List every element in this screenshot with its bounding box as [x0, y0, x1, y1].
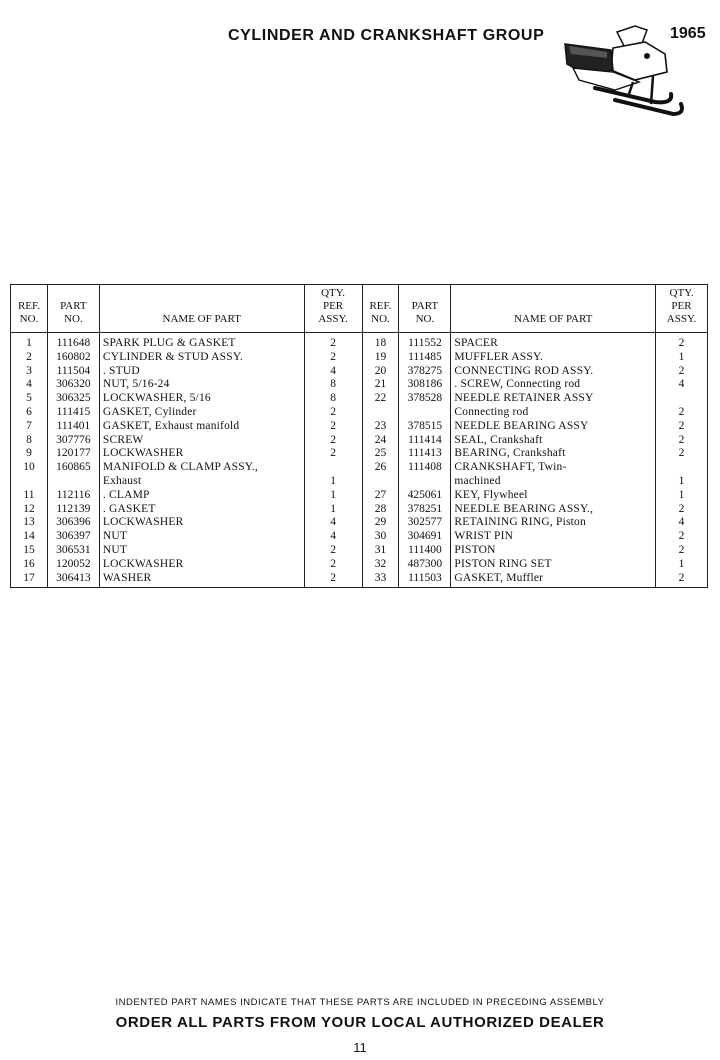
part-no-cell: 304691: [399, 530, 451, 544]
table-row: [11, 351, 708, 365]
part-name-cell: SPACER: [451, 337, 656, 351]
part-no-cell: 306320: [47, 378, 99, 392]
part-name-cell: LOCKWASHER: [99, 558, 304, 572]
qty-header: QTY. PER ASSY.: [656, 285, 708, 333]
ref-no-cell: 15: [11, 544, 48, 558]
part-name-cell: GASKET, Exhaust manifold: [99, 420, 304, 434]
qty-per-assy-cell: 1: [304, 503, 362, 517]
part-name-cell: NUT: [99, 544, 304, 558]
table-row: [11, 365, 708, 379]
ref-no-cell: 32: [362, 558, 399, 572]
table-row: [11, 558, 708, 572]
part-name-cell: MANIFOLD & CLAMP ASSY.,: [99, 461, 304, 475]
part-no-cell: 487300: [399, 558, 451, 572]
qty-per-assy-cell: 1: [656, 475, 708, 489]
ref-no-cell: 30: [362, 530, 399, 544]
indented-parts-note: INDENTED PART NAMES INDICATE THAT THESE PARTS ARE INCLUDED IN PRECEDING ASSEMBLY: [115, 997, 605, 1008]
part-no-cell: 111503: [399, 572, 451, 588]
part-name-cell: SEAL, Crankshaft: [451, 434, 656, 448]
part-no-cell: 111552: [399, 337, 451, 351]
part-name-cell: MUFFLER ASSY.: [451, 351, 656, 365]
part-name-cell: SPARK PLUG & GASKET: [99, 337, 304, 351]
part-no-cell: 306413: [47, 572, 99, 588]
table-row: [11, 461, 708, 475]
qty-per-assy-cell: 2: [304, 337, 362, 351]
qty-per-assy-cell: 1: [304, 489, 362, 503]
part-no-cell: 306397: [47, 530, 99, 544]
part-name-cell: BEARING, Crankshaft: [451, 447, 656, 461]
part-no-cell: 378275: [399, 365, 451, 379]
part-no-cell: 302577: [399, 516, 451, 530]
part-name-cell: NEEDLE BEARING ASSY: [451, 420, 656, 434]
table-row: [11, 489, 708, 503]
qty-per-assy-cell: 8: [304, 392, 362, 406]
ref-no-cell: 24: [362, 434, 399, 448]
part-name-cell: NEEDLE BEARING ASSY.,: [451, 503, 656, 517]
qty-per-assy-cell: 4: [304, 365, 362, 379]
part-name-cell: Exhaust: [99, 475, 304, 489]
table-row: [11, 530, 708, 544]
part-no-cell: 378251: [399, 503, 451, 517]
ref-no-cell: [11, 475, 48, 489]
ref-no-cell: 23: [362, 420, 399, 434]
ref-no-cell: 7: [11, 420, 48, 434]
part-no-cell: 111415: [47, 406, 99, 420]
part-name-cell: . SCREW, Connecting rod: [451, 378, 656, 392]
part-no-cell: 111413: [399, 447, 451, 461]
part-no-header: PART NO.: [47, 285, 99, 333]
qty-per-assy-cell: 8: [304, 378, 362, 392]
qty-per-assy-cell: 4: [304, 530, 362, 544]
part-name-cell: CYLINDER & STUD ASSY.: [99, 351, 304, 365]
qty-per-assy-cell: [304, 461, 362, 475]
ref-no-cell: 4: [11, 378, 48, 392]
ref-no-cell: 5: [11, 392, 48, 406]
page-title: CYLINDER AND CRANKSHAFT GROUP: [228, 27, 545, 44]
part-name-cell: CRANKSHAFT, Twin-: [451, 461, 656, 475]
part-name-cell: LOCKWASHER, 5/16: [99, 392, 304, 406]
part-name-cell: PISTON: [451, 544, 656, 558]
ref-no-cell: 27: [362, 489, 399, 503]
part-name-cell: . CLAMP: [99, 489, 304, 503]
part-no-cell: 307776: [47, 434, 99, 448]
ref-no-cell: [362, 475, 399, 489]
part-name-cell: GASKET, Muffler: [451, 572, 656, 588]
ref-no-cell: 17: [11, 572, 48, 588]
ref-no-header: REF. NO.: [362, 285, 399, 333]
ref-no-cell: 3: [11, 365, 48, 379]
qty-per-assy-cell: 2: [656, 447, 708, 461]
part-no-cell: 111400: [399, 544, 451, 558]
qty-per-assy-cell: 2: [656, 365, 708, 379]
qty-per-assy-cell: 4: [656, 516, 708, 530]
qty-per-assy-cell: 1: [656, 489, 708, 503]
part-no-cell: 306531: [47, 544, 99, 558]
table-row: [11, 392, 708, 406]
part-name-cell: LOCKWASHER: [99, 447, 304, 461]
ref-no-cell: 21: [362, 378, 399, 392]
part-name-cell: PISTON RING SET: [451, 558, 656, 572]
qty-per-assy-cell: 1: [304, 475, 362, 489]
ref-no-cell: 11: [11, 489, 48, 503]
ref-no-cell: 26: [362, 461, 399, 475]
ref-no-cell: 1: [11, 337, 48, 351]
part-no-cell: 306325: [47, 392, 99, 406]
part-name-cell: SCREW: [99, 434, 304, 448]
ref-no-cell: 31: [362, 544, 399, 558]
ref-no-cell: 2: [11, 351, 48, 365]
part-no-cell: [399, 406, 451, 420]
qty-per-assy-cell: 2: [304, 406, 362, 420]
qty-per-assy-cell: 2: [304, 447, 362, 461]
part-no-cell: 120177: [47, 447, 99, 461]
part-no-cell: 120052: [47, 558, 99, 572]
table-row: [11, 516, 708, 530]
part-no-cell: 160802: [47, 351, 99, 365]
table-row: [11, 420, 708, 434]
part-name-cell: NUT, 5/16-24: [99, 378, 304, 392]
qty-per-assy-cell: 2: [656, 420, 708, 434]
part-name-cell: CONNECTING ROD ASSY.: [451, 365, 656, 379]
part-name-cell: KEY, Flywheel: [451, 489, 656, 503]
ref-no-cell: 19: [362, 351, 399, 365]
table-row: [11, 447, 708, 461]
part-no-cell: 111408: [399, 461, 451, 475]
page-header: [0, 22, 720, 62]
ref-no-cell: 18: [362, 337, 399, 351]
table-row: [11, 503, 708, 517]
qty-per-assy-cell: 2: [656, 544, 708, 558]
table-row: [11, 406, 708, 420]
table-row: [11, 475, 708, 489]
qty-per-assy-cell: 1: [656, 558, 708, 572]
page-number: 11: [353, 1040, 367, 1055]
qty-per-assy-cell: 4: [656, 378, 708, 392]
ref-no-cell: 29: [362, 516, 399, 530]
snowmobile-icon: [555, 24, 685, 116]
ref-no-cell: 33: [362, 572, 399, 588]
model-year: 1965: [670, 25, 706, 42]
part-no-cell: 112116: [47, 489, 99, 503]
part-name-header: NAME OF PART: [99, 285, 304, 333]
table-row: [11, 337, 708, 351]
ref-no-cell: 6: [11, 406, 48, 420]
part-no-cell: [399, 475, 451, 489]
qty-per-assy-cell: 2: [304, 351, 362, 365]
qty-per-assy-cell: 2: [656, 503, 708, 517]
qty-per-assy-cell: 2: [304, 544, 362, 558]
part-name-cell: . STUD: [99, 365, 304, 379]
qty-per-assy-cell: 2: [304, 434, 362, 448]
qty-per-assy-cell: 2: [304, 572, 362, 588]
part-no-cell: 111485: [399, 351, 451, 365]
ref-no-cell: 22: [362, 392, 399, 406]
qty-per-assy-cell: [656, 461, 708, 475]
part-name-cell: LOCKWASHER: [99, 516, 304, 530]
part-name-header: NAME OF PART: [451, 285, 656, 333]
part-name-cell: RETAINING RING, Piston: [451, 516, 656, 530]
qty-per-assy-cell: 2: [656, 337, 708, 351]
part-no-cell: 378528: [399, 392, 451, 406]
part-name-cell: . GASKET: [99, 503, 304, 517]
table-row: [11, 434, 708, 448]
part-name-cell: NEEDLE RETAINER ASSY: [451, 392, 656, 406]
part-name-cell: machined: [451, 475, 656, 489]
part-no-cell: 111414: [399, 434, 451, 448]
dealer-notice: ORDER ALL PARTS FROM YOUR LOCAL AUTHORIZED DEALER: [115, 1014, 605, 1031]
qty-per-assy-cell: 2: [656, 406, 708, 420]
qty-header: QTY. PER ASSY.: [304, 285, 362, 333]
part-name-cell: NUT: [99, 530, 304, 544]
table-row: [11, 572, 708, 588]
qty-per-assy-cell: 2: [656, 572, 708, 588]
part-no-cell: 111401: [47, 420, 99, 434]
part-no-cell: 425061: [399, 489, 451, 503]
ref-no-header: REF. NO.: [11, 285, 48, 333]
table-row: [11, 378, 708, 392]
ref-no-cell: 9: [11, 447, 48, 461]
qty-per-assy-cell: [656, 392, 708, 406]
part-no-cell: 306396: [47, 516, 99, 530]
ref-no-cell: 16: [11, 558, 48, 572]
ref-no-cell: 14: [11, 530, 48, 544]
ref-no-cell: 25: [362, 447, 399, 461]
part-no-cell: 111648: [47, 337, 99, 351]
ref-no-cell: 20: [362, 365, 399, 379]
part-name-cell: Connecting rod: [451, 406, 656, 420]
ref-no-cell: [362, 406, 399, 420]
qty-per-assy-cell: 2: [304, 558, 362, 572]
ref-no-cell: 13: [11, 516, 48, 530]
part-no-header: PART NO.: [399, 285, 451, 333]
qty-per-assy-cell: 2: [304, 420, 362, 434]
part-no-cell: 308186: [399, 378, 451, 392]
table-row: [11, 544, 708, 558]
ref-no-cell: 10: [11, 461, 48, 475]
ref-no-cell: 8: [11, 434, 48, 448]
qty-per-assy-cell: 2: [656, 530, 708, 544]
ref-no-cell: 12: [11, 503, 48, 517]
part-no-cell: 378515: [399, 420, 451, 434]
part-name-cell: GASKET, Cylinder: [99, 406, 304, 420]
table-header-row: [11, 285, 708, 333]
part-no-cell: 160865: [47, 461, 99, 475]
parts-table: [10, 284, 708, 588]
part-no-cell: 112139: [47, 503, 99, 517]
ref-no-cell: 28: [362, 503, 399, 517]
qty-per-assy-cell: 1: [656, 351, 708, 365]
part-name-cell: WRIST PIN: [451, 530, 656, 544]
qty-per-assy-cell: 4: [304, 516, 362, 530]
qty-per-assy-cell: 2: [656, 434, 708, 448]
part-no-cell: 111504: [47, 365, 99, 379]
part-name-cell: WASHER: [99, 572, 304, 588]
part-no-cell: [47, 475, 99, 489]
